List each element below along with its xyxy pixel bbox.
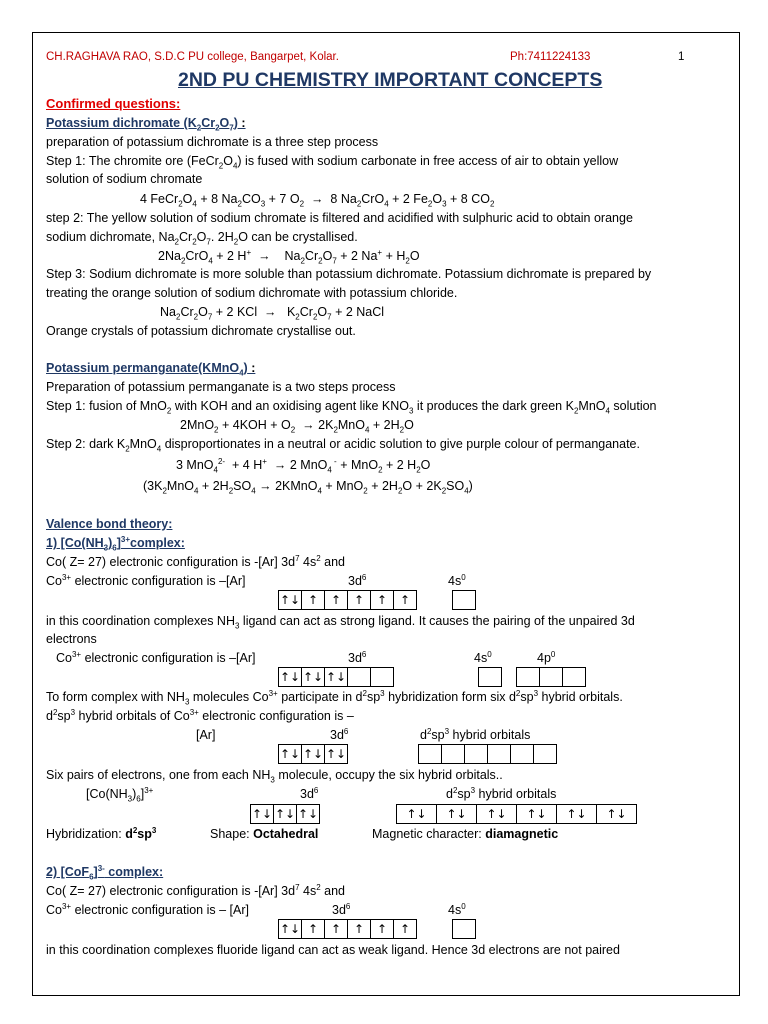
orbital-hybrid-3: [418, 744, 557, 764]
dichromate-heading: Potassium dichromate $(K_2Cr_2O_7)$ :: [46, 116, 246, 133]
orbital-box: ↑↓: [436, 804, 477, 824]
orbital-box: ↑: [347, 590, 371, 610]
orbital-4p-2: [516, 667, 586, 687]
hybrid-line-b: $d^2sp^3$ hybrid orbitals of $Co^{3+}$ electronic configuration is –: [46, 707, 354, 723]
hybrid-label-4: $d^2sp^3$ hybrid orbitals: [446, 785, 557, 801]
label-3d6-3: $3d^6$: [330, 726, 349, 742]
orbital-box: ↑↓: [278, 744, 302, 764]
orbital-box: [562, 667, 586, 687]
permanganate-step2: Step 2: dark $K_2MnO_4$ disproportionates in a neutral or acidic solution to give purple colour of permanganate.: [46, 437, 640, 454]
orbital-4s-5: [452, 919, 476, 939]
equation-4: $2MnO_2 + 4KOH + O_2 \to 2K_2MnO_4 + 2H_2O$: [180, 418, 414, 435]
six-pairs-line: Six pairs of electrons, one from each $NH_3$ molecule, occupy the six hybrid orbitals..: [46, 768, 503, 785]
dichromate-step1b: solution of sodium chromate: [46, 172, 203, 186]
equation-1: 4 $FeCr_2O_4 + 8$ $Na_2CO_3 + 7$ $O_2 \to 8$ $Na_2CrO_4 + 2$ $Fe_2O_3 + 8$ $CO_2$: [140, 192, 495, 209]
orbital-box: [539, 667, 563, 687]
co3-config-2: $Co^{3+}$ electronic configuration is –[Ar]: [56, 649, 256, 665]
orbital-box: ↑↓: [516, 804, 557, 824]
dichromate-intro: preparation of potassium dichromate is a three step process: [46, 135, 379, 149]
label-4s0-2: $4s^0$: [474, 649, 492, 665]
orbital-3d-5: [278, 919, 417, 939]
complex-1-heading: 1) $[Co(NH_3)_6]^{3+}complex$:: [46, 534, 185, 553]
equation-3: $Na_2Cr_2O_7 + 2$ KCl → $K_2Cr_2O_7 + 2$ NaCl: [160, 305, 385, 322]
dichromate-step3a: Step 3: Sodium dichromate is more soluble than potassium dichromate. Potassium dichromate is prepared by: [46, 267, 652, 281]
co3-config-3: $Co^{3+}$ electronic configuration is – [Ar]: [46, 901, 249, 917]
orbital-box: [464, 744, 488, 764]
co-config-2: Co( Z= 27) electronic configuration is -[Ar] $3d^7$ $4s^2$ and: [46, 882, 346, 898]
label-4s0-1: $4s^0$: [448, 572, 466, 588]
orbital-3d-1: [278, 590, 417, 610]
label-4s0-5: $4s^0$: [448, 901, 466, 917]
weak-ligand-line: in this coordination complexes fluoride ligand can act as weak ligand. Hence 3d electrons are not paired: [46, 943, 620, 957]
orbital-box: [487, 744, 511, 764]
orbital-box: ↑↓: [273, 804, 297, 824]
shape-line: Shape: Octahedral: [210, 827, 319, 841]
orbital-box: ↑: [324, 590, 348, 610]
label-4p0-2: $4p^0$: [537, 649, 556, 665]
orbital-box: ↑↓: [250, 804, 274, 824]
orbital-box: [516, 667, 540, 687]
orbital-box: ↑↓: [324, 744, 348, 764]
page-title: 2ND PU CHEMISTRY IMPORTANT CONCEPTS: [178, 69, 603, 91]
orbital-box: [441, 744, 465, 764]
orbital-box: [452, 590, 476, 610]
phone-number: Ph:7411224133: [510, 51, 591, 63]
equation-6: ($3K_2MnO_4 + 2H_2SO_4$ → 2KMnO$_4$ + $MnO_2 + 2H_2O + 2K_2SO_4$): [143, 479, 473, 496]
orbital-box: ↑: [393, 590, 417, 610]
permanganate-step1: Step 1: fusion of MnO$_2$ with KOH and an oxidising agent like $KNO_3$ it produces the dark green $K_2MnO_4$ solution: [46, 399, 657, 416]
orbital-box: ↑: [301, 590, 325, 610]
ar-label-3: [Ar]: [196, 728, 216, 742]
orbital-box: [510, 744, 534, 764]
orbital-box: ↑↓: [278, 590, 302, 610]
author-line: CH.RAGHAVA RAO, S.D.C PU college, Bangarpet, Kolar.: [46, 51, 339, 63]
orbital-box: ↑: [370, 590, 394, 610]
orbital-box: ↑: [324, 919, 348, 939]
dichromate-step2a: step 2: The yellow solution of sodium chromate is filtered and acidified with sulphuric acid to obtain orange: [46, 211, 633, 225]
orbital-box: [347, 667, 371, 687]
orbital-box: ↑↓: [556, 804, 597, 824]
co-config-1: Co( Z= 27) electronic configuration is -[Ar] $3d^7$ $4s^2$ and: [46, 553, 346, 569]
label-3d6-4: $3d^6$: [300, 785, 319, 801]
orbital-3d-3: [278, 744, 348, 764]
orbital-box: ↑↓: [396, 804, 437, 824]
equation-2: $2Na_2CrO_4 + 2$ H+ → $Na_2Cr_2O_7 + 2$ $Na^+ + H_2O$: [158, 247, 420, 266]
hybrid-label-3: $d^2sp^3$ hybrid orbitals: [420, 726, 531, 742]
orbital-box: ↑: [347, 919, 371, 939]
permanganate-heading: Potassium permanganate(KMnO$_4$) :: [46, 361, 256, 378]
orbital-box: [418, 744, 442, 764]
co3-config-1: $Co^{3+}$ electronic configuration is –[Ar]: [46, 572, 246, 588]
orbital-box: ↑: [370, 919, 394, 939]
orbital-box: [533, 744, 557, 764]
vbt-heading: Valence bond theory:: [46, 517, 173, 531]
orbital-box: ↑↓: [324, 667, 348, 687]
orbital-box: ↑↓: [301, 667, 325, 687]
orbital-3d-4: [250, 804, 320, 824]
dichromate-step3b: treating the orange solution of sodium dichromate with potassium chloride.: [46, 286, 458, 300]
strong-ligand-b: electrons: [46, 632, 97, 646]
orbital-box: ↑↓: [278, 919, 302, 939]
dichromate-crystals: Orange crystals of potassium dichromate crystallise out.: [46, 324, 356, 338]
orbital-box: ↑↓: [278, 667, 302, 687]
orbital-4s-1: [452, 590, 476, 610]
dichromate-step2b: sodium dichromate, $Na_2Cr_2O_7$. $2H_2O$ can be crystallised.: [46, 230, 358, 247]
complex-1-label: $[Co(NH_3)_6]^{3+}$: [86, 785, 154, 804]
orbital-box: [452, 919, 476, 939]
orbital-box: ↑↓: [301, 744, 325, 764]
permanganate-intro: Preparation of potassium permanganate is a two steps process: [46, 380, 396, 394]
label-3d6-1: $3d^6$: [348, 572, 367, 588]
orbital-box: [370, 667, 394, 687]
hybridization-line: Hybridization: $d^2sp^3$: [46, 825, 157, 841]
equation-5: 3 MnO$_4^{2-}$ + 4 H+ → 2 MnO$_4$ - + MnO$_2$ + 2 $H_2O$: [176, 456, 431, 475]
magnetic-line: Magnetic character: diamagnetic: [372, 827, 559, 841]
orbital-4s-2: [478, 667, 502, 687]
orbital-box: ↑↓: [596, 804, 637, 824]
orbital-box: ↑↓: [476, 804, 517, 824]
orbital-3d-2: [278, 667, 394, 687]
dichromate-step1a: Step 1: The chromite ore $(FeCr_2O_4)$ is fused with sodium carbonate in free access of air to obtain yellow: [46, 154, 619, 171]
complex-2-heading: 2) $[CoF_6]^{3-}$ complex:: [46, 863, 164, 882]
orbital-box: ↑↓: [296, 804, 320, 824]
orbital-box: ↑: [301, 919, 325, 939]
hybrid-line-a: To form complex with $NH_3$ molecules $Co^{3+}$ participate in $d^2sp^3$ hybridization form six $d^2sp^3$ hybrid orbitals.: [46, 688, 623, 707]
orbital-box: ↑: [393, 919, 417, 939]
label-3d6-2: $3d^6$: [348, 649, 367, 665]
orbital-hybrid-4: [396, 804, 637, 824]
orbital-box: [478, 667, 502, 687]
strong-ligand-a: in this coordination complexes $NH_3$ ligand can act as strong ligand. It causes the pairing of the unpaired 3d: [46, 614, 635, 631]
page-number: 1: [678, 51, 685, 63]
confirmed-heading: Confirmed questions:: [46, 96, 181, 111]
label-3d6-5: $3d^6$: [332, 901, 351, 917]
